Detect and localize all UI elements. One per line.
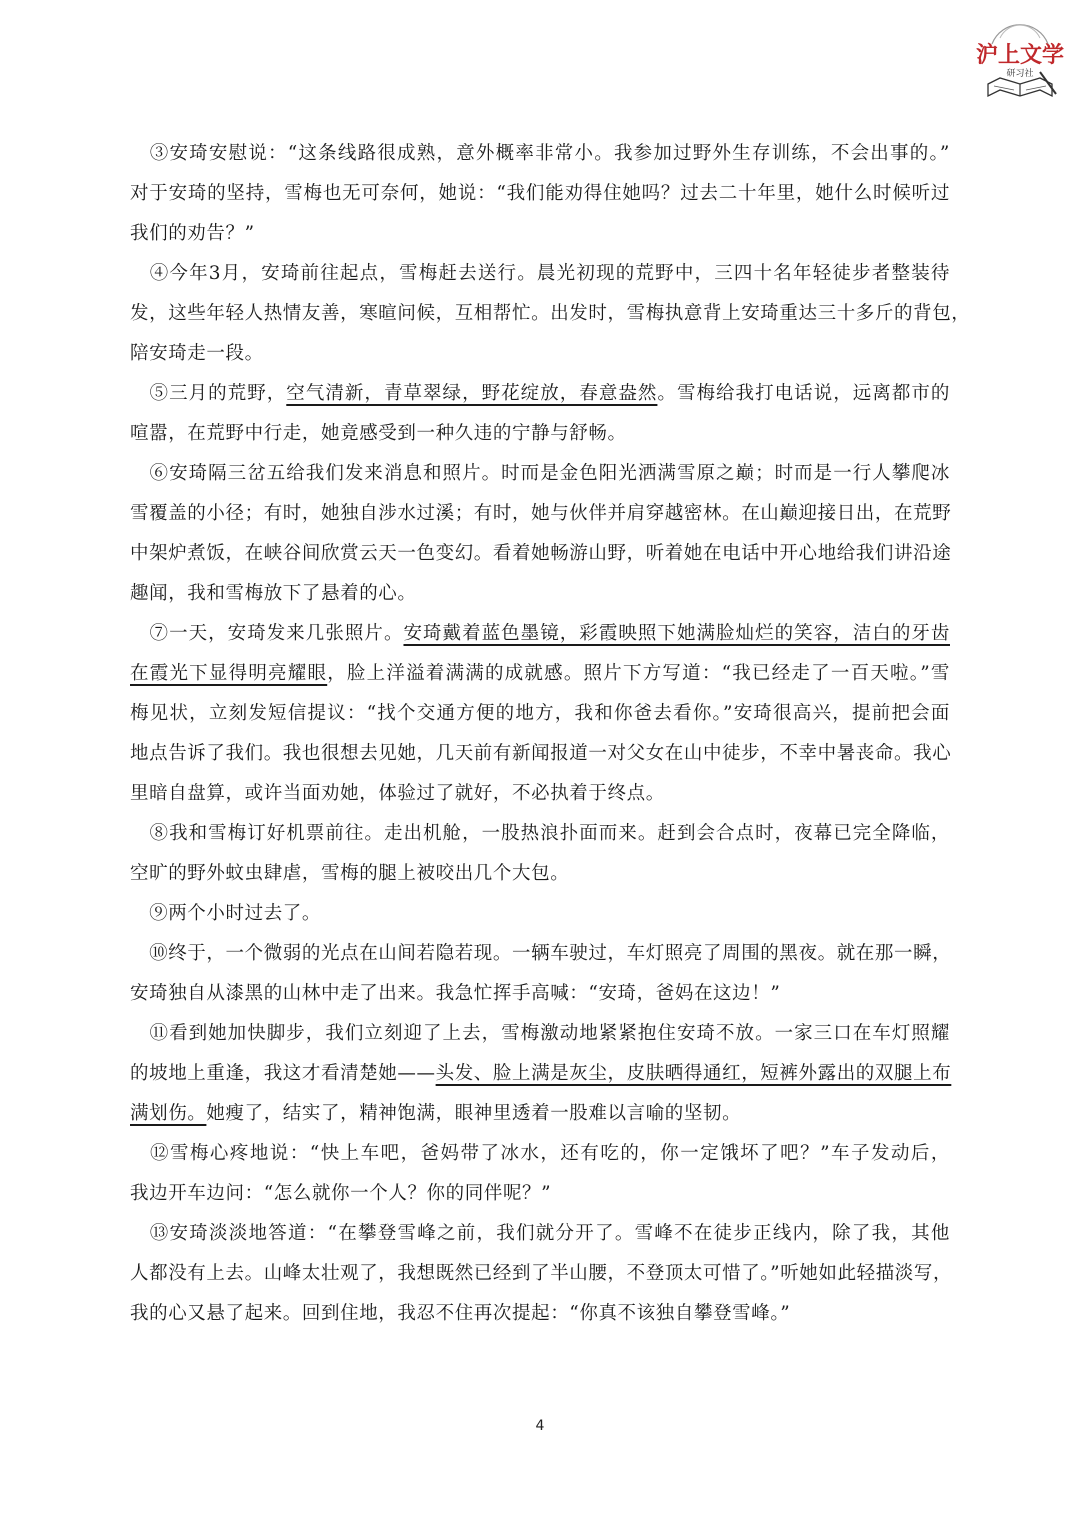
text-segment: 发，这些年轻人热情友善，寒暄问候，互相帮忙。出发时，雪梅执意背上安琦重达三十多斤的背包， [130,303,971,324]
text-segment: ，脸上洋溢着满满的成就感。照片下方写道：“我已经走了一百天啦。”雪 [327,663,950,684]
text-segment: ③安琦安慰说：“这条线路很成熟，意外概率非常小。我参加过野外生存训练，不会出事的。” [130,143,950,164]
text-segment: ⑬安琦淡淡地答道：“在攀登雪峰之前，我们就分开了。雪峰不在徒步正线内，除了我，其他 [130,1223,950,1244]
paragraph [130,134,950,254]
paragraph [130,934,950,1014]
text-segment: 我的心又悬了起来。回到住地，我忍不住再次提起：“你真不该独自攀登雪峰。” [130,1303,791,1324]
paragraph-line [130,854,950,894]
underlined-text: 空气清新，青草翠绿，野花绽放，春意盎然 [286,383,658,404]
publisher-logo [970,24,1070,104]
paragraph-line [130,414,950,454]
paragraph-line [130,214,950,254]
text-segment: 趣闻，我和雪梅放下了悬着的心。 [130,583,417,604]
paragraph-line [130,534,950,574]
paragraph-line [130,654,950,694]
text-segment: 我边开车边问：“怎么就你一个人？你的同伴呢？” [130,1183,552,1204]
text-segment: 陪安琦走一段。 [130,343,264,364]
paragraph-line [130,1214,950,1254]
paragraph [130,1214,953,1334]
text-segment: 中架炉煮饭，在峡谷间欣赏云天一色变幻。看着她畅游山野，听着她在电话中开心地给我们讲沿途 [130,543,952,564]
paragraph-line [130,894,950,934]
article-body [130,134,971,1334]
page-number: 4 [535,1418,545,1434]
text-segment: ⑪看到她加快脚步，我们立刻迎了上去，雪梅激动地紧紧抱住安琦不放。一家三口在车灯照耀 [130,1023,950,1044]
paragraph [130,894,950,934]
paragraph-line [130,374,950,414]
paragraph-line [130,134,950,174]
text-segment: 喧嚣，在荒野中行走，她竟感受到一种久违的宁静与舒畅。 [130,423,627,444]
text-segment: 地点告诉了我们。我也很想去见她，几天前有新闻报道一对父女在山中徒步，不幸中暑丧命。我心 [130,743,952,764]
paragraph-line [130,1254,953,1294]
underlined-text: 满划伤。 [130,1103,207,1124]
text-segment: ⑨两个小时过去了。 [130,903,322,924]
text-segment: 里暗自盘算，或许当面劝她，体验过了就好，不必执着于终点。 [130,783,665,804]
paragraph [130,1134,950,1214]
text-segment: ⑥安琦隔三岔五给我们发来消息和照片。时而是金色阳光洒满雪原之巅；时而是一行人攀爬冰 [130,463,950,484]
paragraph-line [130,694,950,734]
text-segment: 梅见状，立刻发短信提议：“找个交通方便的地方，我和你爸去看你。”安琦很高兴，提前把会面 [130,703,950,724]
paragraph-line [130,734,950,774]
text-segment: 对于安琦的坚持，雪梅也无可奈何，她说：“我们能劝得住她吗？过去二十年里，她什么时候听过 [130,183,950,204]
text-segment: ⑩终于，一个微弱的光点在山间若隐若现。一辆车驶过，车灯照亮了周围的黑夜。就在那一瞬， [130,943,952,964]
text-segment: ⑤三月的荒野， [130,383,287,404]
paragraph [130,254,971,374]
paragraph-line [130,1174,950,1214]
text-segment: 雪覆盖的小径；有时，她独自涉水过溪；有时，她与伙伴并肩穿越密林。在山巅迎接日出，在荒野 [130,503,952,524]
paragraph-line [130,774,950,814]
text-segment: 人都没有上去。山峰太壮观了，我想既然已经到了半山腰，不登顶太可惜了。”听她如此轻描淡写， [130,1263,953,1284]
text-segment: 。雪梅给我打电话说，远离都市的 [657,383,950,404]
paragraph-line [130,1294,950,1334]
text-segment: 我们的劝告？” [130,223,255,244]
paragraph-line [130,1134,950,1174]
text-segment: ⑧我和雪梅订好机票前往。走出机舱，一股热浪扑面而来。赶到会合点时，夜幕已完全降临， [130,823,950,844]
paragraph-line [130,974,950,1014]
paragraph-line [130,814,950,854]
paragraph [130,614,950,814]
paragraph-line [130,1014,950,1054]
text-segment: ⑫雪梅心疼地说：“快上车吧，爸妈带了冰水，还有吃的，你一定饿坏了吧？”车子发动后， [130,1143,950,1164]
paragraph-line [130,294,971,334]
underlined-text: 安琦戴着蓝色墨镜，彩霞映照下她满脸灿烂的笑容，洁白的牙齿 [403,623,950,644]
paragraph-line [130,574,950,614]
text-segment: ⑦一天，安琦发来几张照片。 [130,623,404,644]
text-segment: 空旷的野外蚊虫肆虐，雪梅的腿上被咬出几个大包。 [130,863,570,884]
paragraph [130,1014,950,1134]
paragraph [130,374,950,454]
paragraph-line [130,334,950,374]
text-segment: 她瘦了，结实了，精神饱满，眼神里透着一股难以言喻的坚韧。 [206,1103,742,1124]
paragraph-line [130,614,950,654]
paragraph [130,814,950,894]
paragraph-line [130,1054,950,1094]
text-segment: 的坡地上重逢，我这才看清楚她—— [130,1063,436,1084]
paragraph-line [130,1094,950,1134]
logo-subtitle: 研习社 [1006,69,1034,79]
text-segment: ④今年3月，安琦前往起点，雪梅赶去送行。晨光初现的荒野中，三四十名年轻徒步者整装待 [130,263,950,284]
logo-title: 沪上文学 [975,43,1064,68]
paragraph-line [130,454,950,494]
paragraph-line [130,254,950,294]
text-segment: 安琦独自从漆黑的山林中走了出来。我急忙挥手高喊：“安琦，爸妈在这边！” [130,983,781,1004]
underlined-text: 头发、脸上满是灰尘，皮肤晒得通红，短裤外露出的双腿上布 [435,1063,952,1084]
paragraph-line [130,934,950,974]
underlined-text: 在霞光下显得明亮耀眼 [130,663,328,684]
paragraph-line [130,174,950,214]
paragraph [130,454,950,614]
paragraph-line [130,494,950,534]
